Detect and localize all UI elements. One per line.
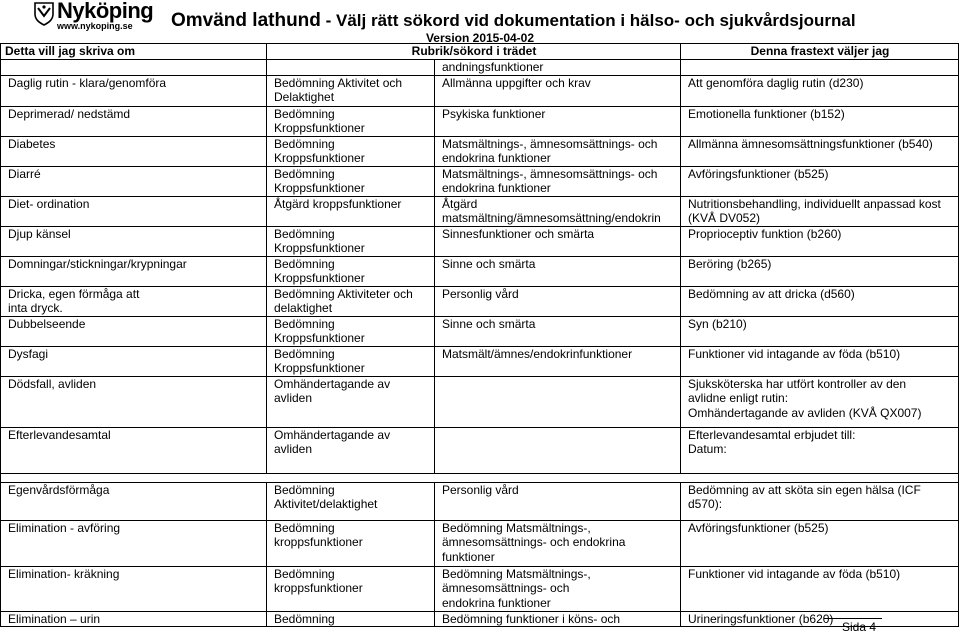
phrase-cell: Beröring (b265) <box>681 256 959 286</box>
logo-url: www.nykoping.se <box>57 21 133 31</box>
column-header-phrase: Denna frastext väljer jag <box>681 44 959 60</box>
title-main: Omvänd lathund <box>171 10 321 31</box>
subkeyword-cell: Bedömning funktioner i köns- och <box>435 611 681 626</box>
phrase-cell: Bedömning av att dricka (d560) <box>681 286 959 316</box>
topic-cell: Daglig rutin - klara/genomföra <box>1 76 267 107</box>
logo-name: Nyköping <box>57 0 154 23</box>
table-row <box>1 566 959 611</box>
table-row <box>1 256 959 286</box>
subkeyword-cell: Bedömning Matsmältnings-, ämnesomsättnings- och endokrina funktioner <box>435 520 681 566</box>
table-row <box>1 167 959 197</box>
keyword-cell: Omhändertagande av avliden <box>267 376 435 427</box>
subkeyword-cell: Psykiska funktioner <box>435 107 681 137</box>
table-row <box>1 286 959 316</box>
subkeyword-cell <box>435 427 681 473</box>
phrase-cell: Funktioner vid intagande av föda (b510) <box>681 566 959 611</box>
subkeyword-cell: Åtgärd matsmältning/ämnesomsättning/endokrin <box>435 196 681 226</box>
topic-cell: Djup känsel <box>1 226 267 256</box>
phrase-cell: Urineringsfunktioner (b620) <box>681 611 959 626</box>
table-row <box>1 520 959 566</box>
keyword-cell: Bedömning <box>267 611 435 626</box>
phrase-cell: Syn (b210) <box>681 316 959 346</box>
version-label: Version 2015-04-02 <box>425 31 535 45</box>
table-row <box>1 346 959 376</box>
phrase-cell: Avföringsfunktioner (b525) <box>681 520 959 566</box>
lookup-table <box>0 43 959 627</box>
header-row <box>1 44 959 60</box>
table-row <box>1 226 959 256</box>
subkeyword-cell: Sinne och smärta <box>435 316 681 346</box>
subkeyword-cell: Matsmältnings-, ämnesomsättnings- och endokrina funktioner <box>435 137 681 167</box>
phrase-cell: Allmänna ämnesomsättningsfunktioner (b540) <box>681 137 959 167</box>
keyword-cell: Bedömning Kroppsfunktioner <box>267 137 435 167</box>
subkeyword-cell: Personlig vård <box>435 482 681 520</box>
keyword-cell: Omhändertagande av avliden <box>267 427 435 473</box>
subkeyword-cell: Sinne och smärta <box>435 256 681 286</box>
table-row <box>1 76 959 107</box>
subkeyword-cell: andningsfunktioner <box>435 60 681 76</box>
topic-cell: Dysfagi <box>1 346 267 376</box>
topic-cell: Diabetes <box>1 137 267 167</box>
topic-cell: Deprimerad/ nedstämd <box>1 107 267 137</box>
nykoping-logo <box>34 2 156 32</box>
page-number: Sida 4 <box>841 620 876 634</box>
keyword-cell: Bedömning Kroppsfunktioner <box>267 107 435 137</box>
spacer-cell <box>1 473 959 482</box>
keyword-cell: Bedömning Kroppsfunktioner <box>267 256 435 286</box>
topic-cell: Elimination – urin <box>1 611 267 626</box>
coat-of-arms-icon <box>34 2 54 26</box>
topic-cell: Efterlevandesamtal <box>1 427 267 473</box>
keyword-cell: Bedömning Kroppsfunktioner <box>267 226 435 256</box>
topic-cell: Diet- ordination <box>1 196 267 226</box>
table-row <box>1 137 959 167</box>
topic-cell: Elimination - avföring <box>1 520 267 566</box>
phrase-cell: Avföringsfunktioner (b525) <box>681 167 959 197</box>
phrase-cell: Att genomföra daglig rutin (d230) <box>681 76 959 107</box>
phrase-cell: Nutritionsbehandling, individuellt anpassad kost (KVÅ DV052) <box>681 196 959 226</box>
document-title <box>171 11 856 31</box>
table-row <box>1 107 959 137</box>
subkeyword-cell: Bedömning Matsmältnings-, ämnesomsättnings- och endokrina funktioner <box>435 566 681 611</box>
topic-cell: Dricka, egen förmåga att inta dryck. <box>1 286 267 316</box>
subkeyword-cell: Matsmält/ämnes/endokrinfunktioner <box>435 346 681 376</box>
keyword-cell: Bedömning Aktivitet och Delaktighet <box>267 76 435 107</box>
table-row <box>1 611 959 626</box>
phrase-cell: Sjuksköterska har utfört kontroller av den avlidne enligt rutin: Omhändertagande av avliden (KVÅ QX007) <box>681 376 959 427</box>
topic-cell: Dubbelseende <box>1 316 267 346</box>
keyword-cell: Bedömning Aktiviteter och delaktighet <box>267 286 435 316</box>
column-header-topic: Detta vill jag skriva om <box>1 44 267 60</box>
table-row <box>1 316 959 346</box>
keyword-cell: Åtgärd kroppsfunktioner <box>267 196 435 226</box>
phrase-cell: Efterlevandesamtal erbjudet till: Datum: <box>681 427 959 473</box>
keyword-cell: Bedömning kroppsfunktioner <box>267 566 435 611</box>
subkeyword-cell: Personlig vård <box>435 286 681 316</box>
topic-cell: Egenvårdsförmåga <box>1 482 267 520</box>
table-row <box>1 376 959 427</box>
phrase-cell: Emotionella funktioner (b152) <box>681 107 959 137</box>
subkeyword-cell: Matsmältnings-, ämnesomsättnings- och endokrina funktioner <box>435 167 681 197</box>
keyword-cell: Bedömning Kroppsfunktioner <box>267 346 435 376</box>
phrase-cell: Funktioner vid intagande av föda (b510) <box>681 346 959 376</box>
topic-cell: Dödsfall, avliden <box>1 376 267 427</box>
keyword-cell <box>267 60 435 76</box>
keyword-cell: Bedömning Kroppsfunktioner <box>267 316 435 346</box>
phrase-cell: Bedömning av att sköta sin egen hälsa (ICF d570): <box>681 482 959 520</box>
page-number-rule <box>824 618 882 619</box>
keyword-cell: Bedömning kroppsfunktioner <box>267 520 435 566</box>
column-header-keyword: Rubrik/sökord i trädet <box>267 44 681 60</box>
keyword-cell: Bedömning Aktivitet/delaktighet <box>267 482 435 520</box>
topic-cell <box>1 60 267 76</box>
table-row <box>1 60 959 76</box>
spacer-row <box>1 473 959 482</box>
title-rest: - Välj rätt sökord vid dokumentation i hälso- och sjukvårdsjournal <box>320 11 856 30</box>
topic-cell: Elimination- kräkning <box>1 566 267 611</box>
subkeyword-cell <box>435 376 681 427</box>
subkeyword-cell: Sinnesfunktioner och smärta <box>435 226 681 256</box>
table-row <box>1 482 959 520</box>
keyword-cell: Bedömning Kroppsfunktioner <box>267 167 435 197</box>
table-body <box>1 60 959 627</box>
phrase-cell: Proprioceptiv funktion (b260) <box>681 226 959 256</box>
phrase-cell <box>681 60 959 76</box>
table-row <box>1 427 959 473</box>
subkeyword-cell: Allmänna uppgifter och krav <box>435 76 681 107</box>
topic-cell: Domningar/stickningar/krypningar <box>1 256 267 286</box>
table-row <box>1 196 959 226</box>
topic-cell: Diarré <box>1 167 267 197</box>
